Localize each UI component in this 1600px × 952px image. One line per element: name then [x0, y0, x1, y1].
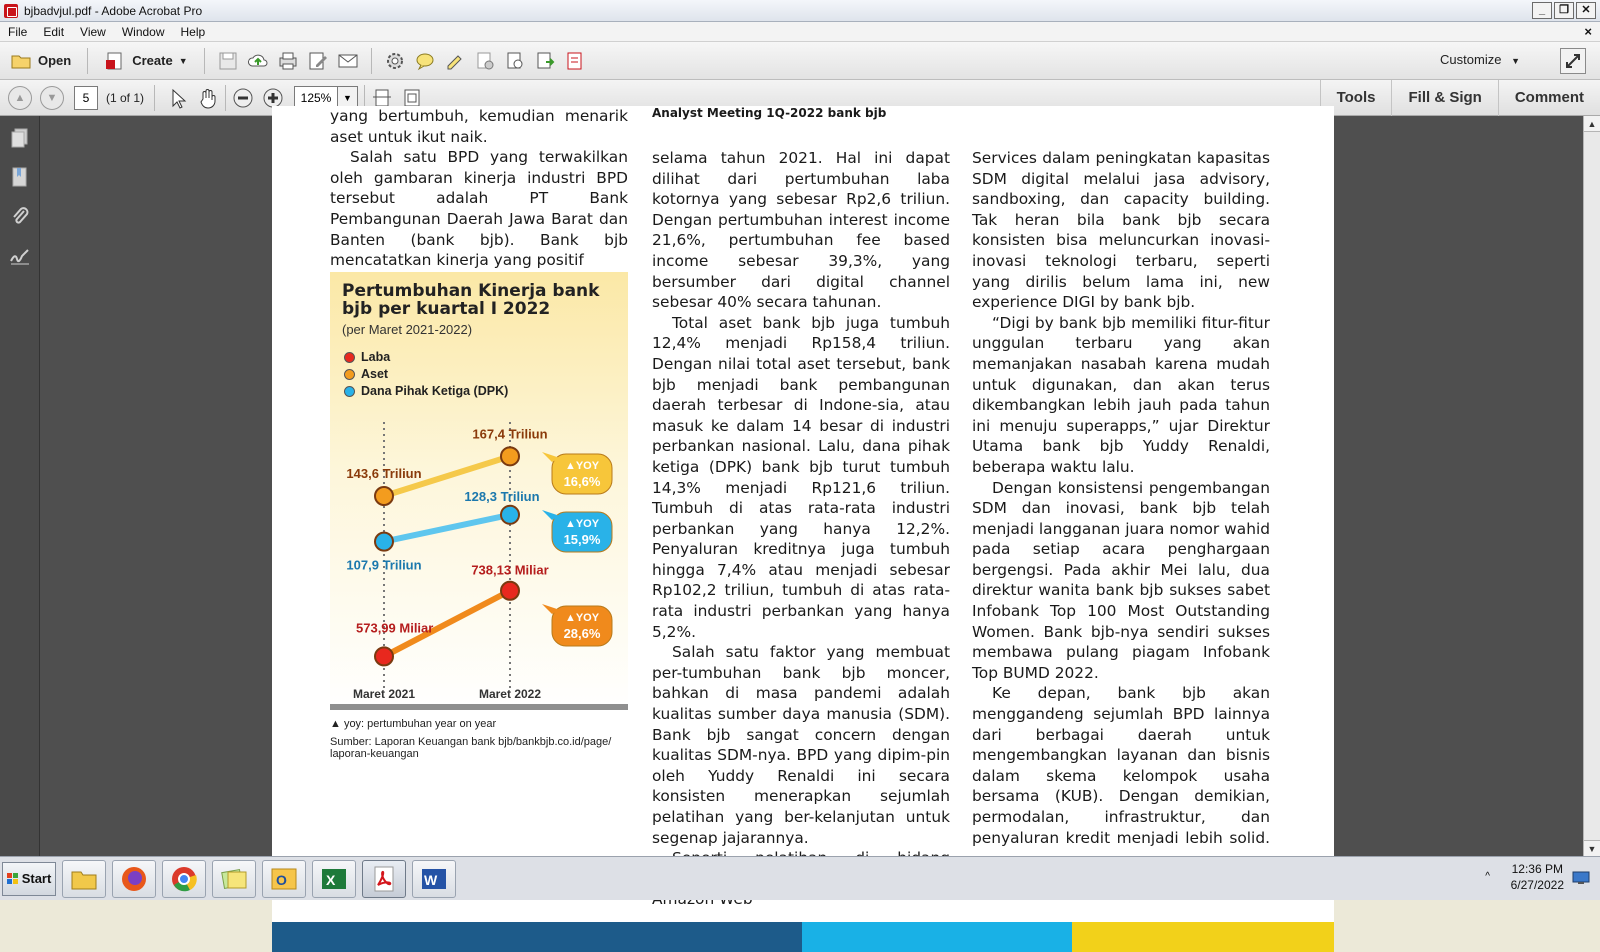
export-icon[interactable]	[534, 50, 556, 72]
column-header: Analyst Meeting 1Q-2022 bank bjb	[652, 106, 887, 120]
data-point	[501, 506, 519, 524]
chevron-down-icon: ▼	[178, 55, 188, 66]
legend-item-aset: Aset	[344, 367, 388, 381]
menu-edit[interactable]: Edit	[43, 24, 65, 39]
sticky-notes-icon	[220, 867, 248, 891]
excel-icon	[320, 866, 348, 892]
customize-label: Customize	[1440, 52, 1502, 67]
print-icon[interactable]	[277, 50, 299, 72]
legend-item-dpk: Dana Pihak Ketiga (DPK)	[344, 384, 508, 398]
folder-icon	[10, 50, 32, 72]
svg-text:X: X	[326, 871, 336, 888]
bookmarks-icon[interactable]	[8, 165, 32, 189]
taskbar-excel[interactable]	[312, 860, 356, 898]
taskbar	[0, 856, 1600, 900]
yoy-label: ▲YOY	[564, 518, 600, 530]
scroll-up-arrow[interactable]: ▲	[1584, 116, 1600, 132]
chrome-icon	[170, 865, 198, 893]
comment-bubble-icon[interactable]	[414, 50, 436, 72]
select-cursor-icon[interactable]	[167, 87, 189, 109]
firefox-icon	[120, 865, 148, 893]
yoy-value: 15,9%	[563, 532, 601, 547]
taskbar-word[interactable]	[412, 860, 456, 898]
redact-icon[interactable]	[474, 50, 496, 72]
text-column-1	[330, 106, 628, 271]
data-point	[375, 487, 393, 505]
source-note: Sumber: Laporan Keuangan bank bjb/bankbjb.co.id/page/ laporan-keuangan	[330, 736, 612, 760]
navigation-panel	[0, 116, 40, 856]
document-viewport[interactable]	[40, 106, 1583, 856]
highlight-icon[interactable]	[444, 50, 466, 72]
arrow-up-icon: ▲	[14, 91, 26, 104]
yoy-value: 28,6%	[563, 626, 601, 641]
toolbar-separator	[225, 85, 226, 111]
data-point	[375, 533, 393, 551]
create-button[interactable]	[94, 47, 197, 75]
toolbar-separator	[87, 48, 88, 74]
next-page-button[interactable]	[40, 86, 64, 110]
paragraph: Total aset bank bjb juga tumbuh 12,4% menjadi Rp158,4 triliun. Dengan nilai total aset tersebut, bank bjb menjadi bank pembangunan daerah terbesar di Indone-sia, atau masuk ke dalam 14 besar di industri perbankan nasional. Lalu, dana pihak ketiga (DPK) bank bjb turut tumbuh 14,3% menjadi Rp121,6 triliun. Tumbuh di atas rata-rata industri perbankan yang hanya 12,2%. Penyaluran kreditnya juga tumbuh hingga 7,4% atau menjadi sebesar Rp102,2 triliun, tumbuh di atas rata-rata industri perbankan yang hanya 5,2%.	[652, 313, 950, 641]
chart-title: Pertumbuhan Kinerja bank bjb per kuartal I 2022	[342, 281, 600, 319]
folder-icon	[70, 867, 98, 891]
paragraph: Salah satu BPD yang terwakilkan oleh gambaran kinerja industri BPD tersebut adalah PT Bank Pembangunan Daerah Jawa Barat dan Banten (bank bjb). Bank bjb mencatatkan kinerja yang positif	[330, 148, 628, 270]
menu-bar	[0, 22, 1600, 42]
yoy-label: ▲YOY	[564, 612, 600, 624]
svg-text:O: O	[276, 871, 287, 888]
main-toolbar	[0, 42, 1600, 80]
footer-band-yellow	[1072, 922, 1334, 952]
legend-item-laba: Laba	[344, 350, 390, 364]
x-tick-label: Maret 2021	[352, 687, 416, 701]
tab-comment[interactable]: Comment	[1498, 80, 1600, 116]
page-thumbnails-icon[interactable]	[8, 126, 32, 150]
footer-band-cyan	[802, 922, 1072, 952]
line-chart	[330, 272, 628, 712]
acrobat-icon	[370, 865, 398, 893]
email-icon[interactable]	[337, 50, 359, 72]
start-label: Start	[21, 871, 52, 886]
clock-date: 6/27/2022	[1510, 878, 1564, 892]
yoy-note: ▲ yoy: pertumbuhan year on year	[330, 718, 497, 730]
paragraph: Services dalam peningkatan kapasitas SDM digital melalui jasa advisory, sandboxing, dan capacity building. Tak heran bila bank bjb secara konsisten bisa meluncurkan inovasi-inovasi teknologi terbaru, seperti yang dirilis belum lama ini, new experience DIGI by bank bjb.	[972, 149, 1270, 312]
fullscreen-button[interactable]	[1560, 48, 1586, 74]
chevron-down-icon: ▼	[1511, 56, 1520, 66]
paragraph: “Digi by bank bjb memiliki fitur-fitur unggulan terbaru yang akan memanjakan nasabah karena mudah untuk digunakan, dan akan terus dikembangkan lebih jauh pada tahun ini menuju superapps,” ujar Direktur Utama bank bjb Yuddy Renaldi, beberapa waktu lalu.	[972, 313, 1270, 476]
previous-page-button[interactable]	[8, 86, 32, 110]
toolbar-separator	[204, 48, 205, 74]
data-point	[501, 582, 519, 600]
infographic-chart	[330, 272, 628, 712]
open-label: Open	[38, 53, 72, 68]
hand-tool-icon[interactable]	[197, 87, 219, 109]
data-point	[501, 447, 519, 465]
paragraph: selama tahun 2021. Hal ini dapat dilihat dari pertumbuhan laba kotornya yang sebesar Rp2,6 triliun. Dengan pertumbuhan interest income 21,6%, pertumbuhan fee based income sebesar 39,3%, yang bersumber dari digital channel sebesar 40% secara tahunan.	[652, 149, 950, 312]
close-button[interactable]: ✕	[1576, 2, 1596, 19]
zoom-level-input[interactable]: 125%	[294, 86, 338, 110]
svg-text:W: W	[424, 871, 438, 888]
cloud-upload-icon[interactable]	[247, 50, 269, 72]
page-count: (1 of 1)	[106, 90, 145, 105]
data-label: 107,9 Triliun	[346, 557, 422, 573]
system-clock[interactable]	[1511, 861, 1564, 893]
footer-band-dark	[272, 922, 802, 952]
form-icon[interactable]	[564, 50, 586, 72]
taskbar-notes[interactable]	[212, 860, 256, 898]
data-label: 143,6 Triliun	[346, 466, 422, 481]
signatures-icon[interactable]	[8, 243, 32, 267]
paragraph: yang bertumbuh, kemudian menarik aset untuk ikut naik.	[330, 107, 628, 146]
edit-document-icon[interactable]	[307, 50, 329, 72]
restore-button[interactable]: ❐	[1554, 2, 1574, 19]
tab-fill-sign[interactable]: Fill & Sign	[1391, 80, 1497, 116]
minimize-button[interactable]: _	[1532, 2, 1552, 19]
paragraph: Ke depan, bank bjb akan menggandeng sejumlah BPD lainnya dari berbagai daerah untuk mengembangkan layanan dan bisnis dalam skema kelompok usaha bersama (KUB). Dengan demikian, permodalan, infrastruktur, dan penyaluran kredit menjadi lebih solid.	[972, 683, 1270, 871]
taskbar-chrome[interactable]	[162, 860, 206, 898]
chart-baseline	[330, 704, 628, 710]
text-column-2	[652, 148, 950, 910]
scroll-down-arrow[interactable]: ▼	[1584, 840, 1600, 856]
chart-subtitle: (per Maret 2021-2022)	[342, 322, 473, 337]
acrobat-icon	[4, 4, 18, 18]
toolbar-separator	[154, 85, 155, 111]
document-close-button[interactable]: ×	[1584, 24, 1592, 39]
vertical-scrollbar[interactable]	[1583, 116, 1600, 856]
customize-menu[interactable]	[1440, 52, 1520, 67]
data-point	[375, 647, 393, 665]
menu-file[interactable]: File	[8, 24, 28, 39]
menu-view[interactable]: View	[80, 24, 106, 39]
open-button[interactable]	[0, 47, 81, 75]
create-label: Create	[132, 53, 173, 68]
taskbar-file-explorer[interactable]	[62, 860, 106, 898]
protect-icon[interactable]	[504, 50, 526, 72]
yoy-value: 16,6%	[563, 474, 601, 489]
attachments-icon[interactable]	[8, 204, 32, 228]
taskbar-acrobat[interactable]	[362, 860, 406, 898]
window-title: bjbadvjul.pdf - Adobe Acrobat Pro	[24, 3, 203, 18]
outlook-icon	[270, 866, 298, 892]
create-pdf-icon	[104, 50, 126, 72]
data-label: 573,99 Miliar	[356, 620, 434, 636]
toolbar-separator	[371, 48, 372, 74]
menu-window[interactable]: Window	[121, 24, 165, 39]
paragraph: Salah satu faktor yang membuat per-tumbuhan bank bjb moncer, bahkan di masa pandemi adalah kualitas sumber daya manusia (SDM). Bank bjb sangat concern dengan kualitas SDM-nya. BPD yang dipim-pin oleh Yuddy Renaldi ini secara konsisten menerapkan sejumlah pelatihan yang ber-kelanjutan untuk segenap jajarannya.	[652, 643, 950, 847]
expand-icon	[1561, 49, 1585, 73]
chevron-down-icon: ▼	[343, 92, 352, 103]
save-icon[interactable]	[217, 50, 239, 72]
yoy-label: ▲YOY	[564, 460, 600, 472]
series-line	[384, 515, 510, 542]
settings-gear-icon[interactable]	[384, 50, 406, 72]
clock-time: 12:36 PM	[1511, 862, 1563, 876]
page-number-input[interactable]: 5	[74, 86, 98, 110]
tab-tools[interactable]: Tools	[1320, 80, 1392, 116]
word-icon	[420, 866, 448, 892]
show-desktop-icon[interactable]	[1572, 871, 1590, 885]
data-label: 128,3 Triliun	[464, 488, 540, 504]
pdf-page	[272, 106, 1334, 942]
paragraph: Dengan konsistensi pengembangan SDM dan inovasi, bank bjb telah menjadi langganan juara nomor wahid pada setiap acara penghargaan bergengsi. Pada akhir Mei lalu, dua direktur wanita bank bjb sukses sabet Infobank Top 100 Most Outstanding Women. Bank bjb-nya sendiri sukses membawa pulang piagam Infobank Top BUMD 2022.	[972, 478, 1270, 682]
taskbar-outlook[interactable]	[262, 860, 306, 898]
arrow-down-icon: ▼	[46, 91, 58, 104]
text-column-3	[972, 148, 1270, 872]
data-label: 738,13 Miliar	[471, 562, 549, 578]
x-tick-label: Maret 2022	[478, 687, 542, 701]
taskbar-firefox[interactable]	[112, 860, 156, 898]
data-label: 167,4 Triliun	[472, 426, 548, 442]
tray-expand-icon[interactable]: ^	[1485, 871, 1490, 882]
windows-logo-icon	[7, 873, 19, 885]
zoom-out-icon[interactable]	[232, 87, 254, 109]
start-button[interactable]	[2, 862, 56, 896]
title-bar	[0, 0, 1600, 22]
menu-help[interactable]: Help	[180, 24, 206, 39]
